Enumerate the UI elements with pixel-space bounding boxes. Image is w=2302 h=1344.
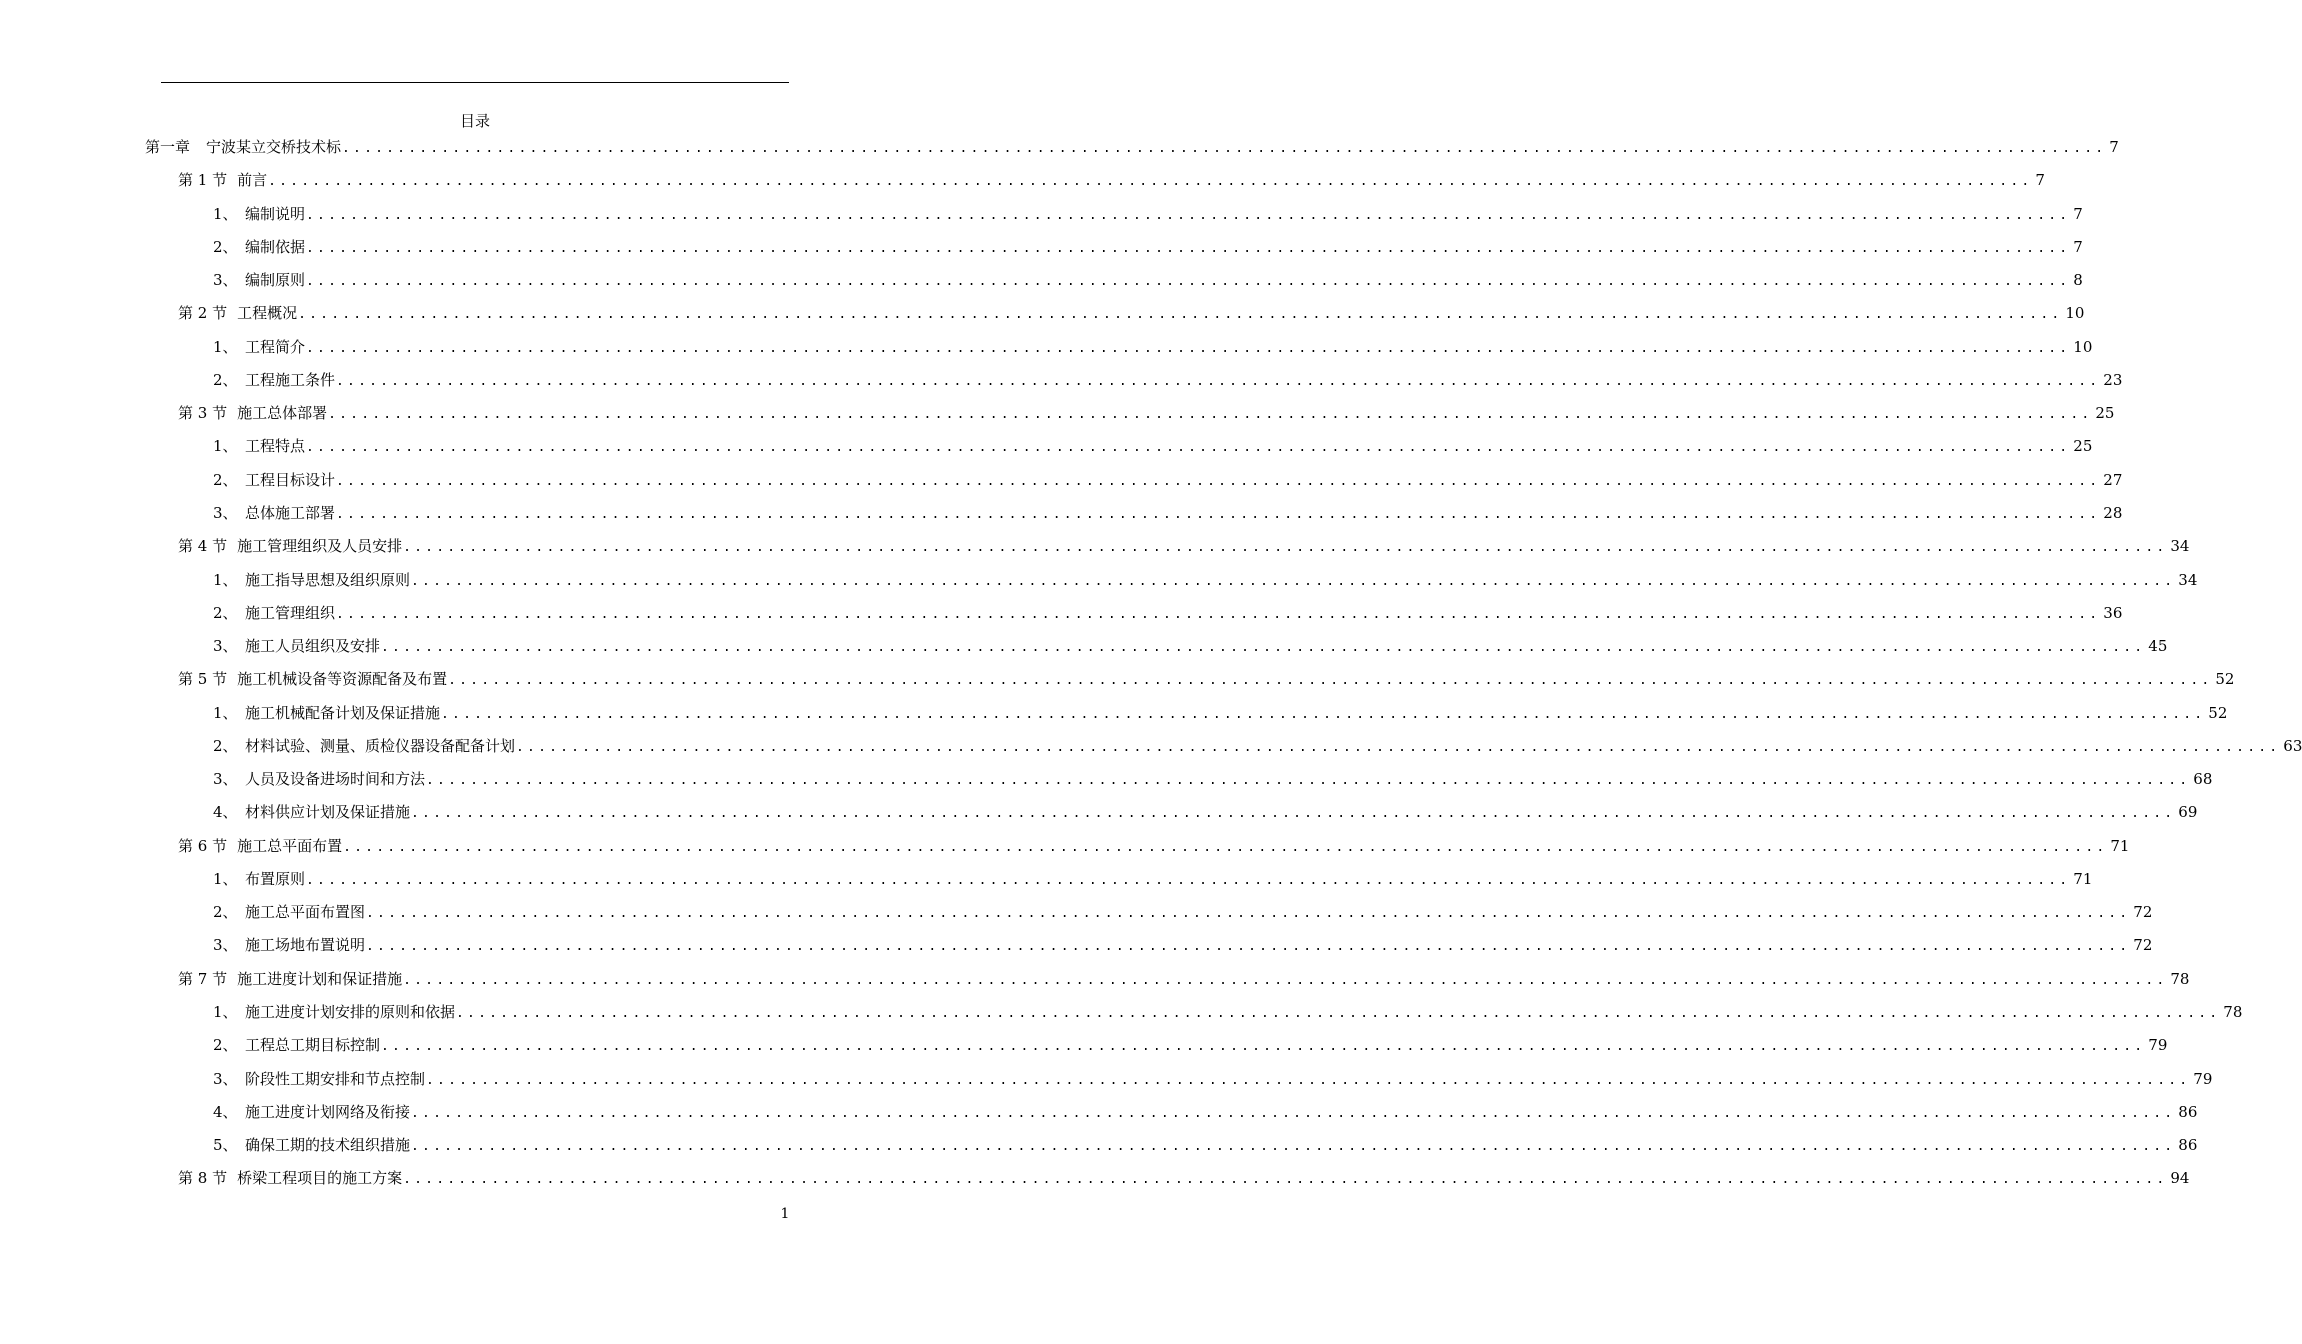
toc-entry[interactable] — [213, 435, 2093, 457]
toc-entry[interactable] — [213, 702, 2228, 724]
dot-leader: ................................................................................................................................................................ — [426, 1072, 2191, 1088]
toc-entry[interactable] — [213, 635, 2168, 657]
dot-leader: ................................................................................................................................................................ — [411, 806, 2176, 822]
dot-leader: ................................................................................................................................................................ — [336, 473, 2101, 489]
toc-entry-page: 25 — [2073, 437, 2093, 456]
toc-entry-label: 工程施工条件 — [245, 370, 336, 389]
toc-entry-page: 63 — [2283, 736, 2302, 755]
toc-entry-label: 编制说明 — [245, 204, 306, 223]
dot-leader: ................................................................................................................................................................ — [516, 739, 2281, 755]
toc-entry[interactable] — [178, 302, 2085, 324]
dot-leader: ................................................................................................................................................................ — [328, 407, 2093, 423]
toc-entry-number: 第 8 节 — [178, 1169, 228, 1188]
toc-entry-label: 工程总工期目标控制 — [245, 1036, 381, 1055]
toc-entry-label: 工程简介 — [245, 337, 306, 356]
dot-leader: ................................................................................................................................................................ — [336, 506, 2101, 522]
toc-entry[interactable] — [213, 369, 2123, 391]
toc-entry-label: 编制原则 — [245, 271, 306, 290]
toc-entry-label: 宁波某立交桥技术标 — [206, 138, 342, 156]
dot-leader: ................................................................................................................................................................ — [403, 1172, 2168, 1188]
toc-entry-number: 第 2 节 — [178, 304, 228, 323]
toc-entry-page: 69 — [2178, 803, 2198, 822]
toc-entry[interactable] — [213, 1134, 2198, 1156]
toc-entry-label: 施工指导思想及组织原则 — [245, 570, 411, 589]
toc-entry-page: 71 — [2073, 869, 2093, 888]
toc-entry-page: 52 — [2215, 670, 2235, 689]
toc-entry-number: 2、 — [213, 1036, 238, 1055]
toc-entry[interactable] — [213, 469, 2123, 491]
dot-leader: ................................................................................................................................................................ — [411, 1139, 2176, 1155]
toc-entry-page: 10 — [2065, 304, 2085, 323]
toc-entry-label: 桥梁工程项目的施工方案 — [237, 1169, 403, 1188]
toc-entry[interactable] — [213, 236, 2083, 258]
toc-entry-number: 2、 — [213, 370, 238, 389]
dot-leader: ................................................................................................................................................................ — [411, 573, 2176, 589]
toc-entry[interactable] — [145, 136, 2119, 158]
toc-entry-page: 79 — [2148, 1036, 2168, 1055]
toc-entry-page: 72 — [2133, 903, 2153, 922]
toc-entry-number: 第一章 — [145, 138, 191, 156]
toc-entry-label: 施工场地布置说明 — [245, 936, 366, 955]
toc-entry-page: 7 — [2035, 171, 2045, 190]
toc-entry-label: 施工进度计划安排的原则和依据 — [245, 1003, 456, 1022]
toc-entry[interactable] — [213, 1101, 2198, 1123]
toc-entry[interactable] — [178, 535, 2190, 557]
toc-entry[interactable] — [213, 1068, 2213, 1090]
dot-leader: ................................................................................................................................................................ — [306, 440, 2071, 456]
toc-entry-number: 3、 — [213, 271, 238, 290]
dot-leader: ................................................................................................................................................................ — [403, 540, 2168, 556]
toc-entry-number: 1、 — [213, 869, 238, 888]
toc-entry-page: 78 — [2170, 969, 2190, 988]
toc-entry-page: 36 — [2103, 603, 2123, 622]
toc-entry-label: 人员及设备进场时间和方法 — [245, 770, 426, 789]
dot-leader: ................................................................................................................................................................ — [448, 673, 2213, 689]
toc-entry-page: 25 — [2095, 404, 2115, 423]
toc-entry[interactable] — [213, 203, 2083, 225]
toc-entry-number: 第 1 节 — [178, 171, 228, 190]
toc-entry-label: 前言 — [237, 171, 268, 190]
toc-entry-label: 施工管理组织 — [245, 603, 336, 622]
toc-entry[interactable] — [213, 934, 2153, 956]
dot-leader: ................................................................................................................................................................ — [336, 373, 2101, 389]
toc-entry[interactable] — [213, 868, 2093, 890]
toc-entry[interactable] — [213, 768, 2213, 790]
toc-entry-page: 10 — [2073, 337, 2093, 356]
dot-leader: ................................................................................................................................................................ — [268, 174, 2033, 190]
toc-entry-page: 28 — [2103, 503, 2123, 522]
toc-entry-number: 5、 — [213, 1136, 238, 1155]
toc-entry-number: 2、 — [213, 903, 238, 922]
dot-leader: ................................................................................................................................................................ — [366, 906, 2131, 922]
dot-leader: ................................................................................................................................................................ — [381, 1039, 2146, 1055]
toc-entry-page: 34 — [2178, 570, 2198, 589]
toc-entry-number: 1、 — [213, 1003, 238, 1022]
toc-entry-label: 施工机械设备等资源配备及布置 — [237, 670, 448, 689]
toc-entry-label: 材料供应计划及保证措施 — [245, 803, 411, 822]
toc-entry-number: 第 5 节 — [178, 670, 228, 689]
toc-entry-number: 3、 — [213, 936, 238, 955]
toc-entry-label: 施工进度计划和保证措施 — [237, 969, 403, 988]
toc-entry-label: 编制依据 — [245, 237, 306, 256]
header-rule — [161, 82, 789, 83]
toc-entry-label: 施工总平面布置 — [237, 836, 343, 855]
dot-leader: ................................................................................................................................................................ — [306, 274, 2071, 290]
toc-entry-number: 2、 — [213, 237, 238, 256]
dot-leader: ................................................................................................................................................................ — [342, 141, 2107, 156]
toc-entry-page: 7 — [2109, 138, 2119, 156]
toc-entry-number: 1、 — [213, 570, 238, 589]
dot-leader: ................................................................................................................................................................ — [381, 640, 2146, 656]
toc-entry-page: 86 — [2178, 1136, 2198, 1155]
toc-entry-page: 7 — [2073, 237, 2083, 256]
toc-entry-page: 23 — [2103, 370, 2123, 389]
toc-entry-number: 1、 — [213, 437, 238, 456]
page-number: 1 — [780, 1206, 790, 1222]
toc-entry-label: 工程概况 — [237, 304, 298, 323]
toc-entry[interactable] — [213, 602, 2123, 624]
toc-entry-page: 72 — [2133, 936, 2153, 955]
toc-entry-label: 阶段性工期安排和节点控制 — [245, 1069, 426, 1088]
toc-entry[interactable] — [178, 402, 2115, 424]
toc-entry[interactable] — [178, 1167, 2190, 1189]
toc-entry-number: 第 6 节 — [178, 836, 228, 855]
toc-entry-label: 施工总平面布置图 — [245, 903, 366, 922]
toc-entry[interactable] — [213, 502, 2123, 524]
dot-leader: ................................................................................................................................................................ — [343, 839, 2108, 855]
dot-leader: ................................................................................................................................................................ — [403, 972, 2168, 988]
toc-entry-label: 确保工期的技术组织措施 — [245, 1136, 411, 1155]
dot-leader: ................................................................................................................................................................ — [426, 773, 2191, 789]
dot-leader: ................................................................................................................................................................ — [456, 1006, 2221, 1022]
toc-entry-label: 施工总体部署 — [237, 404, 328, 423]
toc-entry-number: 3、 — [213, 770, 238, 789]
toc-entry[interactable] — [178, 835, 2130, 857]
toc-entry-page: 78 — [2223, 1003, 2243, 1022]
dot-leader: ................................................................................................................................................................ — [306, 240, 2071, 256]
toc-entry-number: 第 7 节 — [178, 969, 228, 988]
toc-entry-number: 4、 — [213, 1102, 238, 1121]
toc-entry[interactable] — [213, 336, 2093, 358]
toc-title: 目录 — [459, 112, 490, 130]
toc-entry-label: 施工管理组织及人员安排 — [237, 537, 403, 556]
toc-entry-page: 94 — [2170, 1169, 2190, 1188]
toc-entry-number: 第 4 节 — [178, 537, 228, 556]
toc-entry-page: 7 — [2073, 204, 2083, 223]
toc-entry-number: 3、 — [213, 637, 238, 656]
toc-entry-number: 3、 — [213, 1069, 238, 1088]
toc-entry-label: 工程特点 — [245, 437, 306, 456]
toc-entry-label: 总体施工部署 — [245, 503, 336, 522]
toc-entry[interactable] — [213, 801, 2198, 823]
toc-entry-number: 2、 — [213, 470, 238, 489]
dot-leader: ................................................................................................................................................................ — [306, 872, 2071, 888]
toc-entry[interactable] — [213, 735, 2302, 757]
toc-entry-page: 34 — [2170, 537, 2190, 556]
dot-leader: ................................................................................................................................................................ — [298, 307, 2063, 323]
toc-entry-page: 52 — [2208, 703, 2228, 722]
toc-entry-page: 8 — [2073, 271, 2083, 290]
toc-entry[interactable] — [178, 169, 2045, 191]
toc-entry-number: 1、 — [213, 204, 238, 223]
toc-entry-label: 材料试验、测量、质检仪器设备配备计划 — [245, 736, 516, 755]
toc-entry-label: 施工人员组织及安排 — [245, 637, 381, 656]
toc-entry-page: 71 — [2110, 836, 2130, 855]
toc-entry[interactable] — [213, 1034, 2168, 1056]
toc-entry-label: 工程目标设计 — [245, 470, 336, 489]
toc-entry-label: 施工进度计划网络及衔接 — [245, 1102, 411, 1121]
toc-entry-label: 施工机械配备计划及保证措施 — [245, 703, 441, 722]
toc-entry-number: 4、 — [213, 803, 238, 822]
toc-entry-number: 2、 — [213, 736, 238, 755]
toc-entry-page: 79 — [2193, 1069, 2213, 1088]
dot-leader: ................................................................................................................................................................ — [306, 207, 2071, 223]
dot-leader: ................................................................................................................................................................ — [441, 706, 2206, 722]
toc-entry-number: 3、 — [213, 503, 238, 522]
toc-entry[interactable] — [213, 269, 2083, 291]
toc-entry-page: 27 — [2103, 470, 2123, 489]
toc-entry-page: 86 — [2178, 1102, 2198, 1121]
dot-leader: ................................................................................................................................................................ — [336, 606, 2101, 622]
toc-entry-number: 1、 — [213, 337, 238, 356]
toc-entry-number: 第 3 节 — [178, 404, 228, 423]
toc-entry-number: 1、 — [213, 703, 238, 722]
toc-entry-page: 68 — [2193, 770, 2213, 789]
toc-list — [0, 136, 2302, 1196]
toc-entry[interactable] — [178, 968, 2190, 990]
toc-entry[interactable] — [213, 569, 2198, 591]
dot-leader: ................................................................................................................................................................ — [306, 340, 2071, 356]
dot-leader: ................................................................................................................................................................ — [366, 939, 2131, 955]
toc-entry[interactable] — [178, 668, 2235, 690]
dot-leader: ................................................................................................................................................................ — [411, 1105, 2176, 1121]
toc-entry[interactable] — [213, 1001, 2243, 1023]
toc-entry-number: 2、 — [213, 603, 238, 622]
toc-entry-page: 45 — [2148, 637, 2168, 656]
toc-entry[interactable] — [213, 901, 2153, 923]
toc-entry-label: 布置原则 — [245, 869, 306, 888]
